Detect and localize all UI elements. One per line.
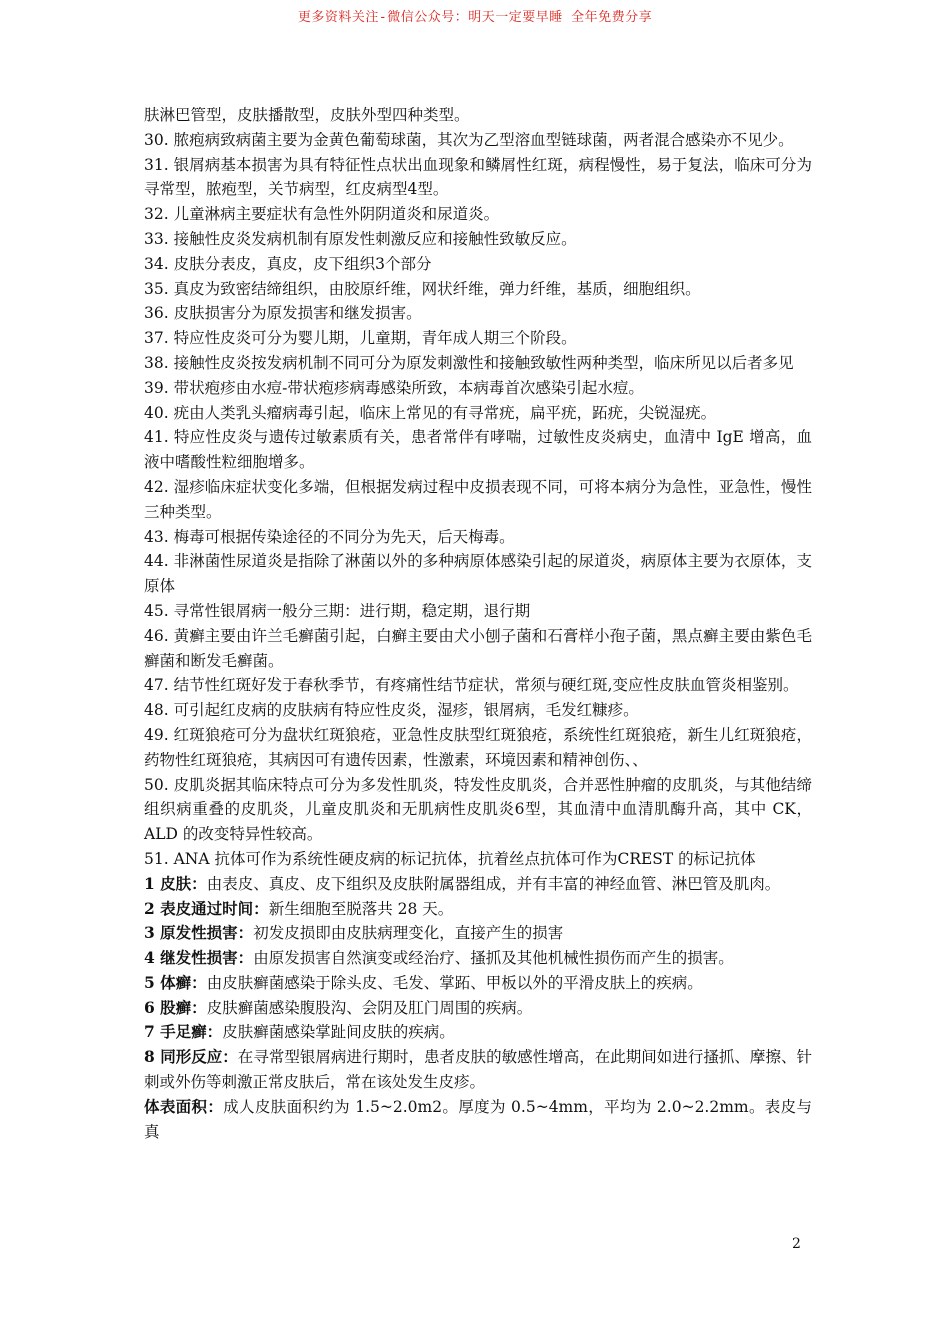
- paragraph: 45. 寻常性银屑病一般分三期：进行期，稳定期，退行期: [144, 601, 531, 620]
- definition-term: 5 体癣：: [144, 972, 207, 992]
- paragraph: 41. 特应性皮炎与遗传过敏素质有关，患者常伴有哮喘，过敏性皮炎病史，血清中 IgE 增高，血液中嗜酸性粒细胞增多。: [144, 428, 812, 472]
- definition-term: 3 原发性损害：: [144, 923, 254, 943]
- paragraph: 47. 结节性红斑好发于春秋季节，有疼痛性结节症状，常须与硬红斑,变应性皮肤血管炎相鉴别。: [144, 676, 799, 695]
- paragraph: 35. 真皮为致密结缔组织，由胶原纤维，网状纤维，弹力纤维，基质，细胞组织。: [144, 279, 701, 298]
- paragraph: 33. 接触性皮炎发病机制有原发性刺激反应和接触性致敏反应。: [144, 229, 577, 248]
- definition-term: 体表面积：: [144, 1096, 224, 1116]
- definition-term: 8 同形反应：: [144, 1047, 238, 1067]
- definition-item: [144, 872, 812, 897]
- paragraph: 51. ANA 抗体可作为系统性硬皮病的标记抗体，抗着丝点抗体可作为CREST 的标记抗体: [144, 849, 756, 868]
- definition-text: 由原发损害自然演变或经治疗、搔抓及其他机械性损伤而产生的损害。: [253, 949, 734, 968]
- definition-text: 新生细胞至脱落共 28 天。: [268, 899, 454, 918]
- paragraph: 31. 银屑病基本损害为具有特征性点状出血现象和鳞屑性红斑，病程慢性，易于复法，临床可分为寻常型，脓疱型，关节病型，红皮病型4型。: [144, 155, 812, 199]
- definition-text: 初发皮损即由皮肤病理变化，直接产生的损害: [253, 924, 564, 943]
- definition-text: 由表皮、真皮、皮下组织及皮肤附属器组成，并有丰富的神经血管、淋巴管及肌肉。: [206, 874, 781, 893]
- paragraph: 49. 红斑狼疮可分为盘状红斑狼疮，亚急性皮肤型红斑狼疮，系统性红斑狼疮，新生儿红斑狼疮，药物性红斑狼疮，其病因可有遗传因素，性激素，环境因素和精神创伤、、: [144, 725, 812, 769]
- definition-term: 2 表皮通过时间：: [144, 898, 269, 918]
- paragraph: 46. 黄癣主要由许兰毛癣菌引起，白癣主要由犬小刨子菌和石膏样小孢子菌，黑点癣主要由紫色毛癣菌和断发毛癣菌。: [144, 626, 812, 670]
- definition-text: 由皮肤癣菌感染于除头皮、毛发、掌跖、甲板以外的平滑皮肤上的疾病。: [206, 973, 703, 992]
- definition-item: [144, 1020, 812, 1045]
- definition-item: [144, 1045, 812, 1095]
- paragraph: 38. 接触性皮炎按发病机制不同可分为原发刺激性和接触致敏性两种类型，临床所见以后者多见: [144, 353, 794, 372]
- paragraph: 30. 脓疱病致病菌主要为金黄色葡萄球菌，其次为乙型溶血型链球菌，两者混合感染亦不见少。: [144, 130, 794, 149]
- definition-text: 皮肤癣菌感染掌趾间皮肤的疾病。: [222, 1023, 455, 1042]
- page-number: 2: [792, 1236, 801, 1252]
- definition-list: [144, 872, 812, 1145]
- paragraph: 肤淋巴管型，皮肤播散型，皮肤外型四种类型。: [144, 106, 470, 124]
- definition-item: [144, 921, 812, 946]
- header-banner: 更多资料关注-微信公众号：明天一定要早睡 全年免费分享: [297, 10, 653, 25]
- paragraph: 44. 非淋菌性尿道炎是指除了淋菌以外的多种病原体感染引起的尿道炎，病原体主要为衣原体，支原体: [144, 552, 812, 596]
- definition-item: [144, 1095, 812, 1145]
- paragraph: 39. 带状疱疹由水痘-带状疱疹病毒感染所致，本病毒首次感染引起水痘。: [144, 378, 644, 397]
- definition-text: 成人皮肤面积约为 1.5~2.0m2。厚度为 0.5~4mm，平均为 2.0~2.2mm。表皮与真: [144, 1097, 812, 1141]
- paragraph: 40. 疣由人类乳头瘤病毒引起，临床上常见的有寻常疣，扁平疣，跖疣，尖锐湿疣。: [144, 403, 717, 422]
- definition-term: 4 继发性损害：: [144, 948, 254, 968]
- paragraph: 36. 皮肤损害分为原发损害和继发损害。: [144, 304, 422, 323]
- paragraph: 50. 皮肌炎据其临床特点可分为多发性肌炎，特发性皮肌炎，合并恶性肿瘤的皮肌炎，与其他结缔组织病重叠的皮肌炎，儿童皮肌炎和无肌病性皮肌炎6型，其血清中血清肌酶升高，其中 CK，ALD 的改变特异性较高。: [144, 775, 812, 844]
- numbered-list: [144, 103, 812, 872]
- definition-item: [144, 971, 812, 996]
- definition-term: 6 股癣：: [144, 997, 207, 1017]
- definition-item: [144, 897, 812, 922]
- paragraph: 32. 儿童淋病主要症状有急性外阴阴道炎和尿道炎。: [144, 205, 500, 224]
- paragraph: 37. 特应性皮炎可分为婴儿期，儿童期，青年成人期三个阶段。: [144, 329, 577, 348]
- paragraph: 42. 湿疹临床症状变化多端，但根据发病过程中皮损表现不同，可将本病分为急性，亚急性，慢性三种类型。: [144, 477, 812, 521]
- paragraph: 48. 可引起红皮病的皮肤病有特应性皮炎，湿疹，银屑病，毛发红糠疹。: [144, 701, 639, 720]
- definition-term: 7 手足癣：: [144, 1022, 223, 1042]
- definition-item: [144, 946, 812, 971]
- definition-term: 1 皮肤：: [144, 873, 207, 893]
- paragraph: 34. 皮肤分表皮，真皮，皮下组织3个部分: [144, 254, 432, 273]
- definition-text: 皮肤癣菌感染腹股沟、会阴及肛门周围的疾病。: [206, 998, 533, 1017]
- paragraph: 43. 梅毒可根据传染途径的不同分为先天，后天梅毒。: [144, 527, 515, 546]
- definition-item: [144, 996, 812, 1021]
- document-body: [144, 103, 812, 1144]
- definition-text: 在寻常型银屑病进行期时，患者皮肤的敏感性增高，在此期间如进行搔抓、摩擦、针刺或外伤等刺激正常皮肤后，常在该处发生皮疹。: [144, 1048, 812, 1092]
